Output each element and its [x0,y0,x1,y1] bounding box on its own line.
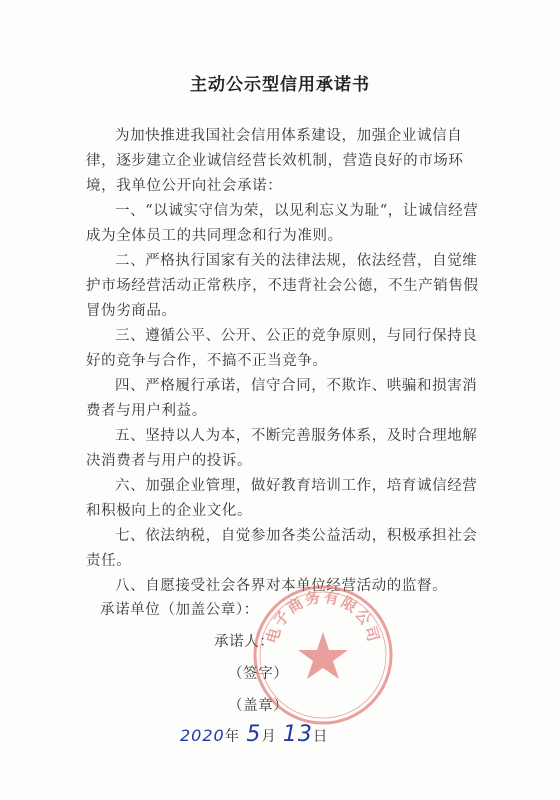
date-day: 13 [282,722,313,747]
pledge-item-4: 四、严格履行承诺，信守合同，不欺诈、哄骗和损害消费者与用户利益。 [86,378,478,419]
date-day-unit: 日 [312,729,329,745]
document-title: 主动公示型信用承诺书 [190,75,370,95]
date-year: 2020 [180,726,225,745]
pledge-item-7: 七、依法纳税，自觉参加各类公益活动，积极承担社会责任。 [86,528,478,569]
pledge-item-6: 六、加强企业管理，做好教育培训工作，培育诚信经营和积极向上的企业文化。 [86,478,478,519]
date-year-unit: 年 [224,729,241,745]
pledge-item-3: 三、遵循公平、公开、公正的竞争原则，与同行保持良好的竞争与合作，不搞不正当竞争。 [86,328,478,369]
seal-star-icon [298,632,348,679]
date-month: 5 [246,722,262,747]
pledge-item-5: 五、坚持以人为本，不断完善服务体系，及时合理地解决消费者与用户的投诉。 [86,428,478,469]
signing-date [180,722,328,747]
pledge-item-8: 八、自愿接受社会各界对本单位经营活动的监督。 [115,578,448,594]
company-seal-stamp [248,580,398,730]
date-month-unit: 月 [261,729,277,745]
signature-note: （签字） [228,666,289,682]
pledge-item-2: 二、严格执行国家有关的法律法规，依法经营，自觉维护市场经营活动正常秩序，不违背社会公德，不生产销售假冒伪劣商品。 [86,253,479,319]
seal-note: （盖章） [228,698,289,714]
signing-unit-label: 承诺单位（加盖公章）： [100,602,259,618]
intro-paragraph: 为加快推进我国社会信用体系建设，加强企业诚信自律，逐步建立企业诚信经营长效机制，营造良好的市场环境，我单位公开向社会承诺： [86,128,464,194]
signing-person-label: 承诺人： [214,634,275,650]
seal-ring-text: 电子商务有限公司 [262,587,384,646]
pledge-item-1: 一、“以诚实守信为荣，以见利忘义为耻“，让诚信经营成为全体员工的共同理念和行为准则。 [86,203,479,244]
